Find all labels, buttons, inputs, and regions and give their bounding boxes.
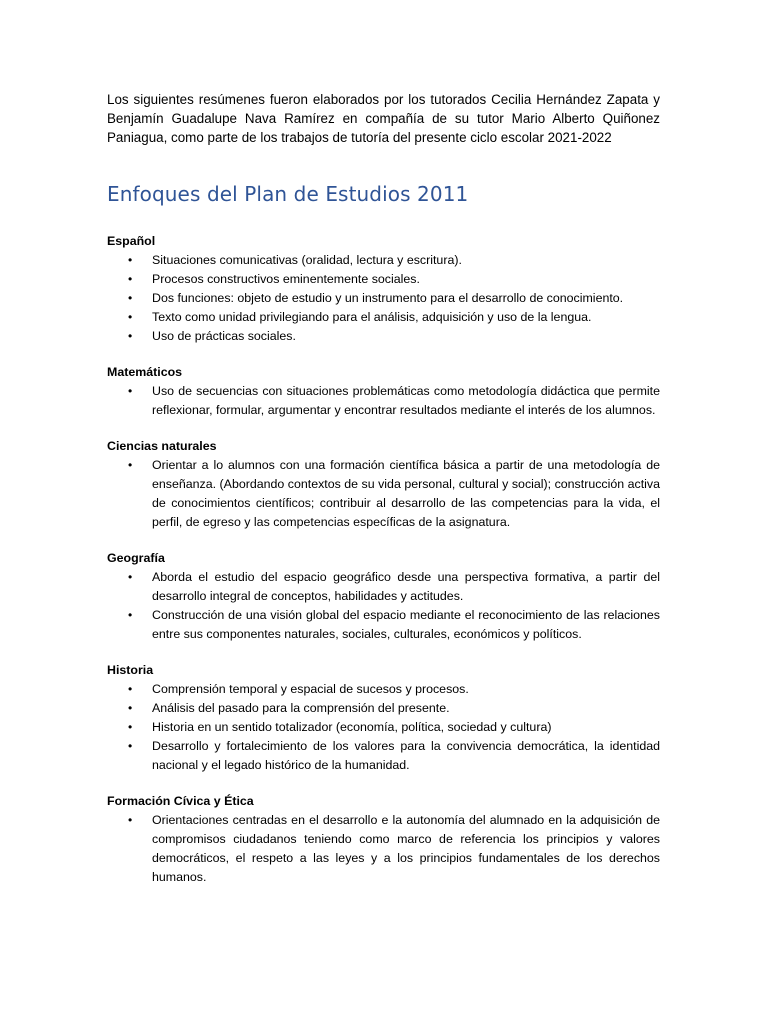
- bullet-dot-icon: •: [128, 253, 133, 267]
- document-page: [107, 90, 660, 887]
- section-heading: Geografía: [107, 551, 165, 565]
- list-item: [107, 308, 660, 327]
- bullet-list: [107, 456, 660, 532]
- list-item-text: Historia en un sentido totalizador (economía, política, sociedad y cultura): [152, 720, 552, 734]
- list-item-text: Dos funciones: objeto de estudio y un instrumento para el desarrollo de conocimiento.: [152, 291, 624, 305]
- bullet-list: [107, 568, 660, 644]
- list-item: [107, 606, 660, 644]
- section: [107, 363, 660, 420]
- list-item-text: Situaciones comunicativas (oralidad, lectura y escritura).: [152, 253, 462, 267]
- list-item-text: Construcción de una visión global del espacio mediante el reconocimiento de las relaciones entre sus componentes naturales, sociales, culturales, económicos y políticos.: [152, 608, 660, 641]
- bullet-list: [107, 680, 660, 775]
- list-item: [107, 327, 660, 346]
- section-heading: Español: [107, 234, 156, 248]
- bullet-dot-icon: •: [128, 458, 133, 472]
- list-item-text: Desarrollo y fortalecimiento de los valores para la convivencia democrática, la identidad nacional y el legado histórico de la humanidad.: [152, 739, 660, 772]
- list-item-text: Comprensión temporal y espacial de sucesos y procesos.: [152, 682, 469, 696]
- list-item: [107, 680, 660, 699]
- section-heading: Matemáticos: [107, 365, 183, 379]
- bullet-dot-icon: •: [128, 384, 133, 398]
- bullet-list: [107, 811, 660, 887]
- bullet-dot-icon: •: [128, 329, 133, 343]
- section: [107, 232, 660, 346]
- bullet-dot-icon: •: [128, 272, 133, 286]
- list-item-text: Orientaciones centradas en el desarrollo e la autonomía del alumnado en la adquisición de compromisos ciudadanos teniendo como marco de referencia los principios y valores democráticos, el respeto a las leyes y a los principios fundamentales de los derechos humanos.: [152, 813, 660, 884]
- bullet-dot-icon: •: [128, 813, 133, 827]
- list-item-text: Orientar a lo alumnos con una formación científica básica a partir de una metodología de enseñanza. (Abordando contextos de su vida personal, cultural y social); construcción activa de conocimientos científicos; contribuir al desarrollo de las competencias para la vida, el perfil, de egreso y las competencias específicas de la asignatura.: [152, 458, 660, 529]
- list-item: [107, 811, 660, 887]
- list-item: [107, 737, 660, 775]
- list-item: [107, 251, 660, 270]
- bullet-dot-icon: •: [128, 720, 133, 734]
- list-item: [107, 568, 660, 606]
- list-item-text: Uso de secuencias con situaciones problemáticas como metodología didáctica que permite reflexionar, formular, argumentar y encontrar resultados mediante el interés de los alumnos.: [152, 384, 660, 417]
- list-item-text: Texto como unidad privilegiando para el análisis, adquisición y uso de la lengua.: [152, 310, 592, 324]
- list-item-text: Uso de prácticas sociales.: [152, 329, 296, 343]
- bullet-dot-icon: •: [128, 291, 133, 305]
- section: [107, 661, 660, 775]
- bullet-dot-icon: •: [128, 701, 133, 715]
- bullet-list: [107, 382, 660, 420]
- bullet-dot-icon: •: [128, 608, 133, 622]
- list-item: [107, 456, 660, 532]
- section: [107, 792, 660, 887]
- list-item: [107, 699, 660, 718]
- section: [107, 549, 660, 644]
- list-item-text: Análisis del pasado para la comprensión del presente.: [152, 701, 450, 715]
- intro-paragraph: Los siguientes resúmenes fueron elaborados por los tutorados Cecilia Hernández Zapata y Benjamín Guadalupe Nava Ramírez en compañía de su tutor Mario Alberto Quiñonez Paniagua, como parte de los trabajos de tutoría del presente ciclo escolar 2021-2022: [107, 92, 660, 145]
- document-title: Enfoques del Plan de Estudios 2011: [107, 182, 469, 206]
- section-heading: Historia: [107, 663, 154, 677]
- list-item-text: Aborda el estudio del espacio geográfico desde una perspectiva formativa, a partir del desarrollo integral de conceptos, habilidades y actitudes.: [152, 570, 660, 603]
- section-heading: Ciencias naturales: [107, 439, 217, 453]
- list-item: [107, 718, 660, 737]
- sections-container: [107, 232, 660, 887]
- bullet-list: [107, 251, 660, 346]
- bullet-dot-icon: •: [128, 310, 133, 324]
- bullet-dot-icon: •: [128, 739, 133, 753]
- list-item-text: Procesos constructivos eminentemente sociales.: [152, 272, 420, 286]
- list-item: [107, 270, 660, 289]
- list-item: [107, 382, 660, 420]
- list-item: [107, 289, 660, 308]
- section-heading: Formación Cívica y Ética: [107, 794, 254, 808]
- section: [107, 437, 660, 532]
- bullet-dot-icon: •: [128, 682, 133, 696]
- bullet-dot-icon: •: [128, 570, 133, 584]
